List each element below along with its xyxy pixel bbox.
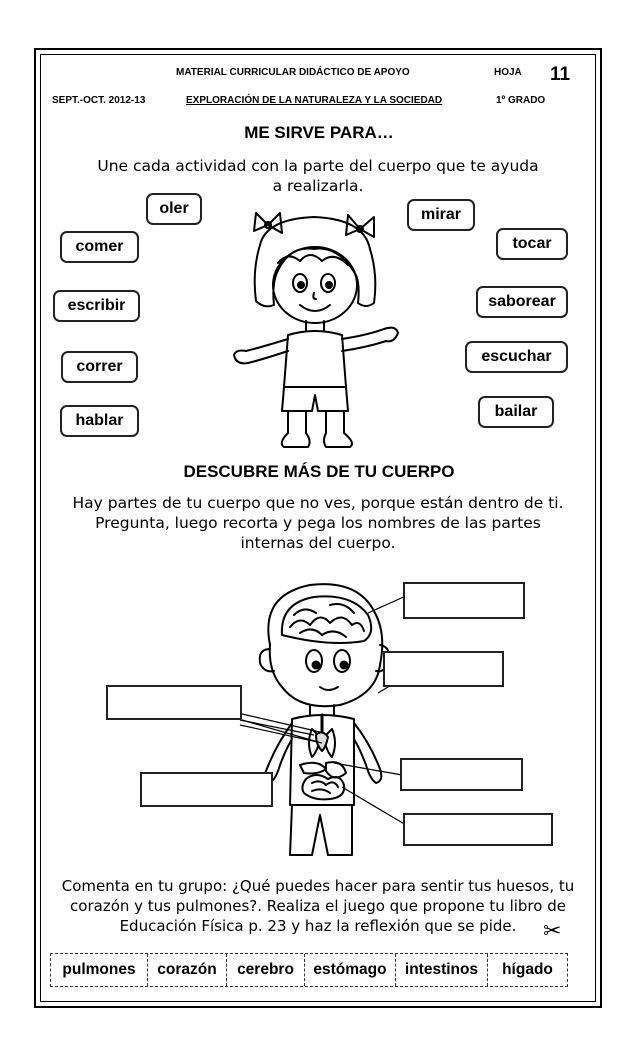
word-escribir: escribir — [53, 290, 140, 322]
cutout-intestinos[interactable]: intestinos — [396, 954, 488, 986]
answer-box-2[interactable] — [383, 651, 504, 687]
page-number: 11 — [550, 64, 571, 85]
word-oler: oler — [146, 193, 202, 225]
word-tocar: tocar — [496, 228, 568, 260]
scissors-icon: ✂ — [543, 918, 562, 943]
section1-instruction — [40, 156, 596, 196]
cutout-row — [50, 953, 568, 987]
word-hablar: hablar — [60, 405, 139, 437]
section2-title: DESCUBRE MÁS DE TU CUERPO — [183, 462, 455, 481]
word-escuchar: escuchar — [465, 341, 568, 373]
cutout-estomago[interactable]: estómago — [305, 954, 396, 986]
header-date: SEPT.-OCT. 2012-13 — [52, 95, 146, 106]
answer-box-3[interactable] — [106, 685, 242, 720]
header-hoja: HOJA — [494, 67, 522, 78]
section1-title: ME SIRVE PARA… — [244, 123, 394, 142]
section2-instruction-line3: internas del cuerpo. — [240, 534, 396, 552]
answer-box-1[interactable] — [403, 582, 525, 619]
cutout-pulmones[interactable]: pulmones — [51, 954, 148, 986]
word-saborear: saborear — [476, 286, 568, 318]
word-comer: comer — [60, 231, 139, 263]
girl-illustration — [228, 205, 403, 450]
cutout-corazon[interactable]: corazón — [148, 954, 227, 986]
answer-box-6[interactable] — [403, 813, 553, 846]
section2-instruction-line2: Pregunta, luego recorta y pega los nombres de las partes — [95, 514, 541, 532]
header-grade: 1º GRADO — [496, 95, 546, 106]
section1-instruction-line2: a realizarla. — [272, 177, 364, 195]
answer-box-5[interactable] — [140, 772, 273, 807]
answer-box-4[interactable] — [400, 758, 523, 791]
section1-instruction-line1: Une cada actividad con la parte del cuerpo que te ayuda — [97, 157, 539, 175]
cutout-higado[interactable]: hígado — [502, 961, 553, 978]
footer-comment-line1: Comenta en tu grupo: ¿Qué puedes hacer para sentir tus huesos, tu — [61, 877, 575, 895]
word-bailar: bailar — [478, 396, 554, 428]
section2-instruction — [40, 493, 596, 553]
word-mirar: mirar — [407, 199, 475, 231]
cutout-cerebro[interactable]: cerebro — [227, 954, 305, 986]
word-correr: correr — [61, 351, 138, 383]
footer-comment-line2: corazón y tus pulmones?. Realiza el juego que propone tu libro de — [70, 897, 566, 915]
section2-instruction-line1: Hay partes de tu cuerpo que no ves, porque están dentro de ti. — [72, 494, 564, 512]
footer-comment-line3: Educación Física p. 23 y haz la reflexión que se pide. — [119, 917, 517, 935]
footer-comment — [44, 876, 592, 936]
header-subject: EXPLORACIÓN DE LA NATURALEZA Y LA SOCIEDAD — [186, 95, 443, 106]
header-material: MATERIAL CURRICULAR DIDÁCTICO DE APOYO — [176, 67, 410, 78]
left-leader-lines — [240, 712, 330, 752]
